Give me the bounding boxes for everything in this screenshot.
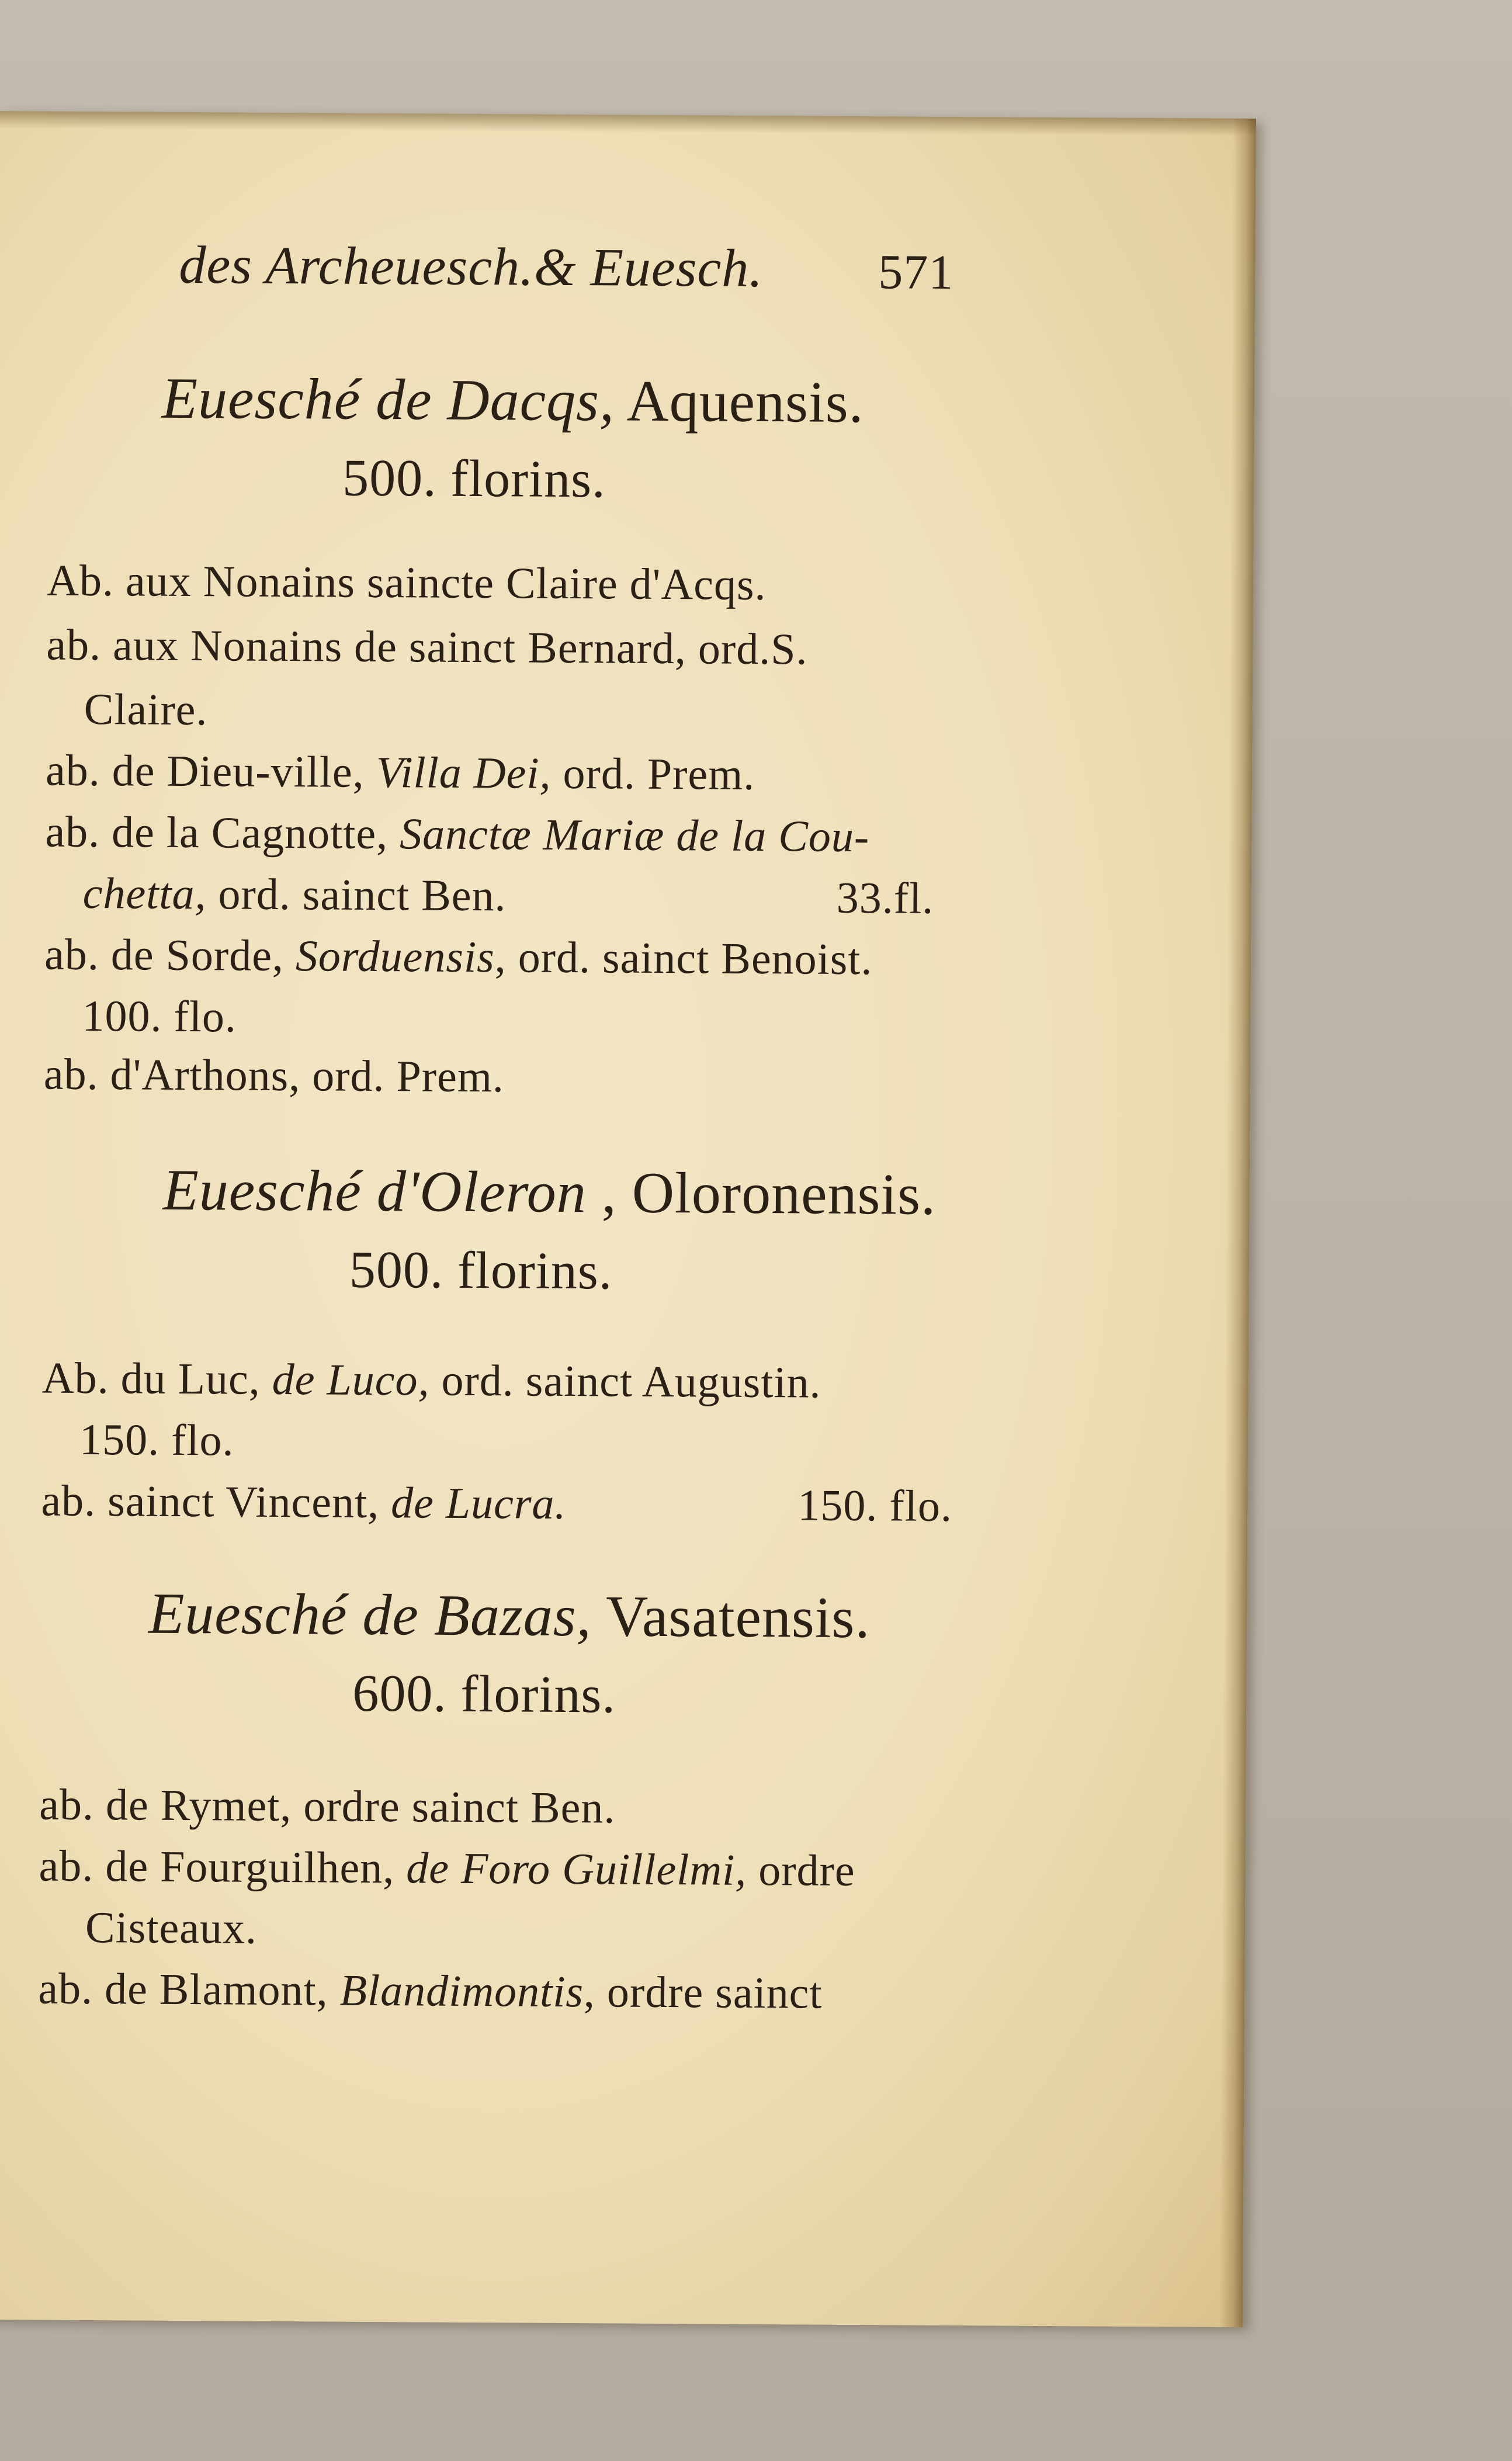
entry-text: Ab. du Luc, xyxy=(41,1353,273,1404)
entry-amount: 150. flo. xyxy=(797,1481,953,1531)
entry-text: ab. de Fourguilhen, xyxy=(39,1841,407,1893)
entry-latin: chetta, xyxy=(82,868,207,919)
entry-latin: Sorduensis xyxy=(295,931,495,982)
section-heading-latin: Aquensis. xyxy=(626,368,865,435)
entry-line xyxy=(46,620,808,674)
entry-line xyxy=(79,1417,234,1463)
entry-line xyxy=(84,684,208,735)
section-heading-latin: Vasatensis. xyxy=(605,1583,871,1651)
section-heading xyxy=(148,1580,871,1651)
entry-text: 150. flo. xyxy=(79,1415,234,1465)
entry-latin: de Luco, xyxy=(272,1354,430,1405)
entry-line xyxy=(82,868,507,921)
entry-latin: de Foro Guillelmi, xyxy=(406,1843,747,1895)
entry-text: 100. flo. xyxy=(82,991,237,1042)
entry-text: ab. d'Arthons, ord. Prem. xyxy=(43,1049,505,1102)
entry-line xyxy=(41,1353,821,1408)
entry-latin: Villa Dei, xyxy=(376,747,552,798)
section-heading-latin: , Oloronensis. xyxy=(601,1160,937,1227)
entry-text: ord. sainct Ben. xyxy=(206,869,507,921)
running-header: des Archeuesch.& Euesch. xyxy=(179,234,764,298)
entry-line xyxy=(44,930,873,985)
entry-line xyxy=(45,807,870,862)
entry-line xyxy=(39,1843,855,1893)
entry-text: ab. de Dieu-ville, xyxy=(45,746,376,797)
entry-text: , ord. sainct Benoist. xyxy=(494,933,873,985)
book-page xyxy=(0,111,1256,2327)
entry-line xyxy=(39,1780,616,1833)
entry-latin: Blandimontis xyxy=(339,1966,584,2017)
entry-text: , ordre sainct xyxy=(583,1967,823,2018)
entry-line xyxy=(85,1902,258,1953)
entry-text: ordre xyxy=(747,1845,855,1895)
section-amount: 500. florins. xyxy=(349,1240,613,1301)
entry-text: ab. de Rymet, ordre sainct Ben. xyxy=(39,1780,616,1833)
entry-line xyxy=(46,556,767,610)
section-heading-italic: Euesché de Bazas, xyxy=(148,1580,592,1649)
entry-text: ab. de Blamont, xyxy=(38,1964,340,2015)
entry-text: ab. sainct Vincent, xyxy=(41,1476,391,1528)
entry-line xyxy=(43,1049,505,1102)
entry-latin: de Lucra. xyxy=(390,1478,567,1528)
section-heading-italic: Euesché de Dacqs, xyxy=(161,365,615,434)
section-heading xyxy=(161,365,865,435)
entry-text: ab. de Sorde, xyxy=(44,930,296,981)
entry-text: ab. de la Cagnotte, xyxy=(45,807,400,859)
entry-line xyxy=(38,1964,823,2018)
entry-line xyxy=(41,1478,566,1526)
entry-text: ord. Prem. xyxy=(551,748,755,799)
entry-text: Ab. aux Nonains saincte Claire d'Acqs. xyxy=(46,556,767,610)
page-number: 571 xyxy=(878,245,954,300)
entry-text: ab. aux Nonains de sainct Bernard, ord.S. xyxy=(46,620,808,674)
entry-text: ord. sainct Augustin. xyxy=(429,1356,821,1408)
section-amount: 600. florins. xyxy=(352,1664,616,1724)
entry-latin: Sanctæ Mariæ de la Cou- xyxy=(399,809,870,862)
entry-line xyxy=(45,746,755,799)
entry-text: Cisteaux. xyxy=(85,1902,258,1953)
section-amount: 500. florins. xyxy=(342,449,606,509)
entry-text: Claire. xyxy=(84,684,208,735)
section-heading-italic: Euesché d'Oleron xyxy=(162,1157,587,1225)
entry-amount: 33.fl. xyxy=(836,873,934,923)
entry-line xyxy=(82,991,237,1042)
section-heading xyxy=(162,1157,937,1227)
